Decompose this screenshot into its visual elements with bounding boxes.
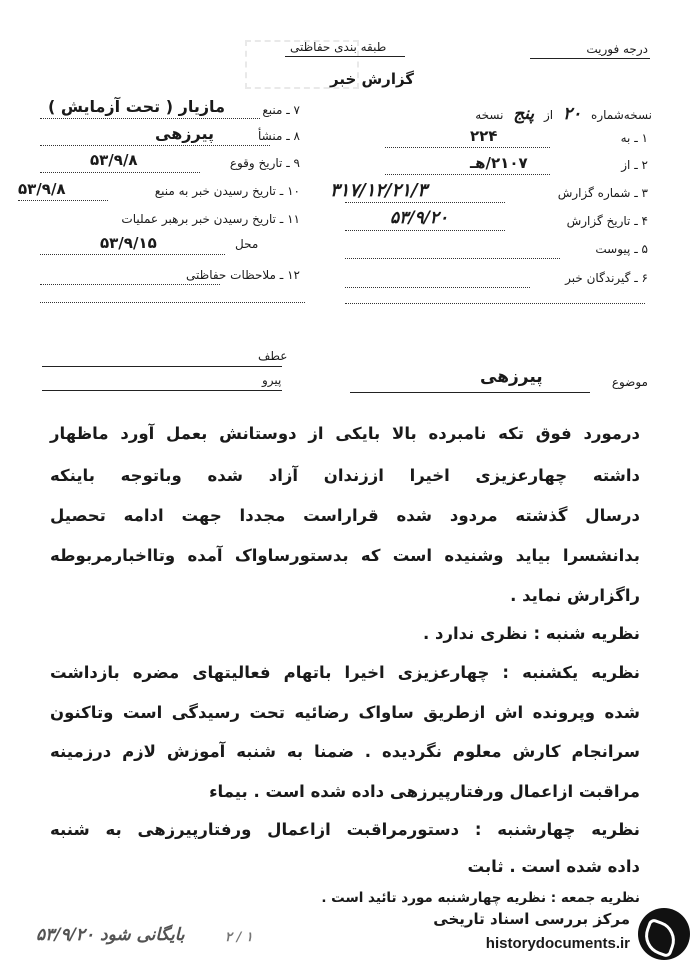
field-recipients-dots-2 [345, 303, 645, 304]
watermark-logo [402, 906, 692, 962]
watermark-site: historydocuments.ir [485, 935, 630, 952]
urgency-underline [530, 58, 650, 59]
place-label: محل [235, 237, 259, 251]
body-line-1: درمورد فوق تکه نامبرده بالا بایکی از دوستانش بعمل آورد ماظهار [50, 424, 640, 443]
atf-label: عطف [258, 349, 288, 363]
field-attachment-label: ۵ ـ پیوست [595, 242, 648, 256]
comment-friday: نظریه جمعه : نظریه چهارشنبه مورد تائید است . [321, 890, 640, 906]
pairo-label: پیرو [262, 373, 282, 387]
field-received-source-value: ۵۳/۹/۸ [18, 180, 66, 198]
field-recipients-dots [345, 287, 530, 288]
field-from-label: ۲ ـ از [621, 158, 648, 172]
field-occurrence-date-value: ۵۳/۹/۸ [90, 151, 138, 169]
archive-note: بایگانی شود ۵۳/۹/۲۰ [36, 925, 185, 945]
comment-sunday-line-3: سرانجام کارش معلوم نگردیده . ضمنا به شنبه آموزش لازم درزمینه [50, 742, 640, 761]
field-received-ops-label: ۱۱ ـ تاریخ رسیدن خبر برهبر عملیات [121, 212, 300, 226]
copy-total-value: پنج [513, 104, 535, 124]
field-report-date-dots [345, 230, 505, 231]
field-received-ops-value: ۵۳/۹/۱۵ [100, 234, 157, 252]
atf-line [42, 366, 282, 367]
field-origin-dots [40, 145, 270, 146]
copy-number-label: نسخه‌شماره [591, 108, 652, 122]
field-received-source-label: ۱۰ ـ تاریخ رسیدن خبر به منبع [154, 184, 300, 198]
subject-line [350, 392, 590, 393]
subject-value: پیرزهی [480, 367, 543, 387]
field-to-label: ۱ ـ به [620, 131, 648, 145]
comment-sunday-line-4: مراقبت ازاعمال ورفتارپیرزهی داده شده است . بیماء [209, 782, 640, 801]
field-origin-label: ۸ ـ منشأ [257, 129, 300, 143]
field-source-dots [40, 118, 260, 119]
field-security-notes-label: ۱۲ ـ ملاحظات حفاظتی [186, 268, 300, 282]
field-attachment-dots [345, 258, 560, 259]
body-line-4: بدانشسرا بیاید وشنیده است که بدستورساواک آمده وتااخبارمربوطه [50, 546, 640, 565]
field-source-label: ۷ ـ منبع [262, 103, 300, 117]
urgency-label: درجه فوریت [586, 42, 648, 56]
field-occurrence-date-dots [40, 172, 200, 173]
watermark-center-name: مرکز بررسی اسناد تاریخی [433, 910, 630, 928]
body-line-3: درسال گذشته مردود شده قراراست مجددا جهت ادامه تحصیل [50, 506, 640, 525]
comment-sunday-line-2: شده وپرونده اش ازطریق ساواک رضائیه تحت رسیدگی است وتاکنون [50, 703, 640, 722]
copy-suffix-label: نسخه [475, 108, 504, 122]
copy-az-label: از [543, 108, 554, 122]
field-report-date-value: ۵۳/۹/۲۰ [390, 208, 449, 228]
subject-label: موضوع [611, 375, 648, 389]
field-occurrence-date-label: ۹ ـ تاریخ وقوع [229, 156, 300, 170]
field-recipients-label: ۶ ـ گیرندگان خبر [565, 271, 648, 285]
comment-wednesday-line-2: داده شده است . ثابت [467, 857, 640, 876]
copy-number-row [475, 104, 652, 124]
field-report-number-value: ۳۱۷/۱۲/۲۱/۳ [330, 180, 428, 201]
field-report-number-dots [345, 202, 505, 203]
field-received-ops-dots [40, 254, 225, 255]
security-class-label: طبقه بندی حفاظتی [290, 40, 387, 54]
field-source-value: مازیار ( تحت آزمایش ) [48, 97, 225, 116]
body-line-5: راگزارش نماید . [510, 586, 640, 605]
field-origin-value: پیرزهی [155, 124, 214, 143]
security-class-underline [285, 56, 405, 57]
field-to-dots [385, 147, 550, 148]
field-from-dots [385, 174, 550, 175]
archive-mark: ۲ / ۱ [225, 930, 253, 945]
comment-saturday: نظریه شنبه : نظری ندارد . [422, 624, 640, 643]
comment-wednesday-line-1: نظریه چهارشنبه : دستورمراقبت ازاعمال ورفتارپیرزهی به شنبه [50, 820, 640, 839]
report-title: گزارش خبر [330, 70, 415, 88]
field-from-value: ۲۱۰۷/هـ [470, 154, 528, 172]
archive-center-logo-icon [638, 908, 690, 960]
pairo-line [42, 390, 282, 391]
field-report-number-label: ۳ ـ شماره گزارش [557, 186, 648, 200]
field-report-date-label: ۴ ـ تاریخ گزارش [566, 214, 648, 228]
field-security-notes-dots-2 [40, 302, 305, 303]
field-received-source-dots [18, 200, 108, 201]
field-security-notes-dots [40, 284, 220, 285]
body-line-2: داشته چهارعزیزی اخیرا اززندان آزاد شده وباتوجه باینکه [50, 466, 640, 485]
comment-sunday-line-1: نظریه یکشنبه : چهارعزیزی اخیرا باتهام فعالیتهای مضره بازداشت [50, 663, 640, 682]
copy-number-value: ۲۰ [562, 104, 582, 124]
field-to-value: ۲۲۴ [470, 127, 498, 145]
